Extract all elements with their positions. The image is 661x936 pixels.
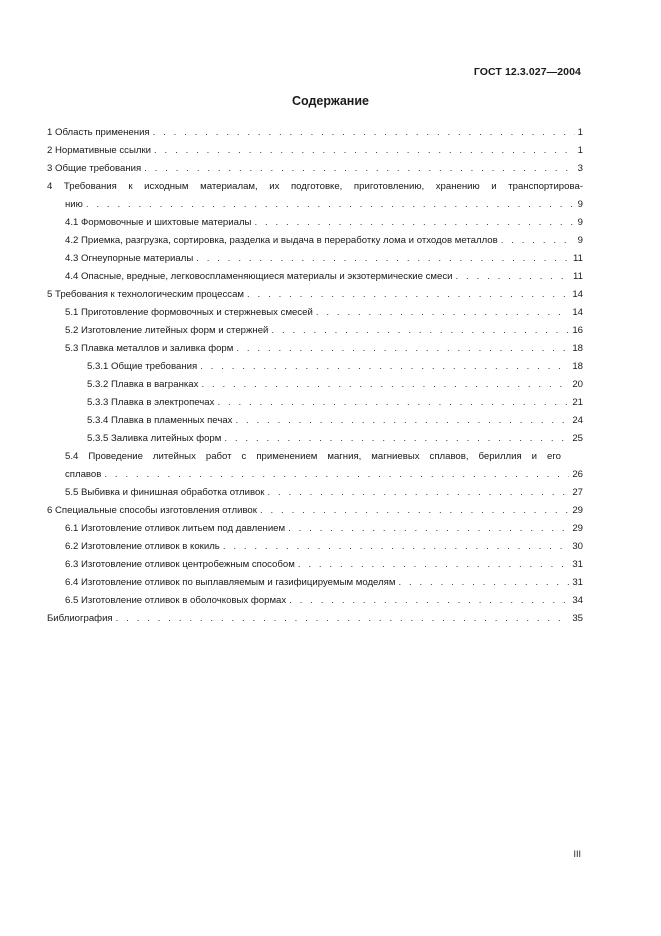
toc-entry-label: 5 Требования к технологическим процессам [47,286,247,304]
toc-entry-label: 1 Область применения [47,124,153,142]
toc-entry-label: 6.4 Изготовление отливок по выплавляемым и газифицируемым моделям [65,574,398,592]
toc-entry[interactable] [47,160,583,178]
toc-leader-dots [260,502,569,520]
toc-leader-dots [254,214,574,232]
table-of-contents [47,124,583,628]
toc-entry[interactable] [47,304,583,322]
toc-leader-dots [144,160,574,178]
toc-leader-dots [235,412,569,430]
toc-leader-dots [289,592,569,610]
toc-entry[interactable] [47,124,583,142]
toc-entry-page: 29 [572,523,583,534]
toc-entry-page: 18 [572,361,583,372]
toc-entry-page: 14 [572,289,583,300]
toc-title: Содержание [291,94,369,108]
toc-entry-page: 11 [573,271,583,282]
toc-entry[interactable] [47,574,583,592]
toc-entry-page: 31 [572,559,583,570]
toc-leader-dots [116,610,570,628]
toc-entry[interactable] [47,268,583,286]
toc-entry-label: 6 Специальные способы изготовления отливок [47,502,260,520]
toc-leader-dots [398,574,569,592]
toc-leader-dots [288,520,569,538]
toc-entry-label: 4.2 Приемка, разгрузка, сортировка, разделка и выдача в переработку лома и отходов металлов [65,232,501,250]
toc-entry-page: 35 [572,613,583,624]
toc-entry-label: 6.1 Изготовление отливок литьем под давлением [65,520,288,538]
toc-leader-dots [316,304,569,322]
toc-entry[interactable] [47,448,583,484]
toc-leader-dots [298,556,570,574]
toc-entry-page: 14 [572,307,583,318]
toc-leader-dots [217,394,569,412]
toc-entry[interactable] [47,340,583,358]
toc-entry[interactable] [47,430,583,448]
toc-entry-page: 11 [573,253,583,264]
toc-leader-dots [271,322,569,340]
toc-entry[interactable] [47,538,583,556]
toc-entry-label: 6.3 Изготовление отливок центробежным способом [65,556,298,574]
toc-entry-label: 5.3.2 Плавка в вагранках [87,376,201,394]
toc-entry[interactable] [47,178,583,214]
toc-leader-dots [501,232,575,250]
toc-entry[interactable] [47,232,583,250]
toc-entry[interactable] [47,484,583,502]
toc-entry[interactable] [47,412,583,430]
toc-entry[interactable] [47,610,583,628]
toc-entry[interactable] [47,592,583,610]
toc-entry-page: 1 [577,127,583,138]
toc-entry-label: 6.5 Изготовление отливок в оболочковых формах [65,592,289,610]
page-number: III [573,849,581,859]
toc-entry-page: 25 [572,433,583,444]
toc-entry-label: 6.2 Изготовление отливок в кокиль [65,538,223,556]
toc-entry-page: 24 [572,415,583,426]
toc-entry[interactable] [47,394,583,412]
toc-entry-page: 9 [577,199,583,210]
toc-entry[interactable] [47,502,583,520]
toc-entry-label: 4.3 Огнеупорные материалы [65,250,196,268]
toc-entry-page: 16 [572,325,583,336]
toc-entry-page: 9 [577,217,583,228]
toc-entry-page: 29 [572,505,583,516]
toc-entry[interactable] [47,322,583,340]
toc-leader-dots [456,268,571,286]
toc-leader-dots [196,250,570,268]
toc-entry-page: 27 [572,487,583,498]
document-code: ГОСТ 12.3.027—2004 [473,66,581,78]
toc-entry-page: 1 [577,145,583,156]
toc-entry-label: 5.3.4 Плавка в пламенных печах [87,412,235,430]
toc-entry-label: 5.4 Проведение литейных работ с применением магния, магниевых сплавов, бериллия и его [65,451,561,462]
toc-entry-label: 5.1 Приготовление формовочных и стержневых смесей [65,304,316,322]
toc-entry[interactable] [47,358,583,376]
toc-entry-page: 9 [577,235,583,246]
toc-entry-page: 31 [572,577,583,588]
toc-leader-dots [223,538,570,556]
toc-entry[interactable] [47,142,583,160]
toc-leader-dots [247,286,569,304]
toc-entry-page: 20 [572,379,583,390]
toc-leader-dots [86,196,575,214]
toc-entry[interactable] [47,376,583,394]
toc-entry-page: 26 [572,469,583,480]
toc-leader-dots [154,142,575,160]
toc-leader-dots [268,484,570,502]
toc-entry-label-continued: нию [65,196,86,214]
toc-entry[interactable] [47,520,583,538]
toc-entry[interactable] [47,286,583,304]
toc-entry-label: 5.5 Выбивка и финишная обработка отливок [65,484,268,502]
toc-entry-label: 4.4 Опасные, вредные, легковоспламеняющиеся материалы и экзотермические смеси [65,268,456,286]
toc-leader-dots [236,340,569,358]
toc-entry-label: 5.3.5 Заливка литейных форм [87,430,224,448]
toc-leader-dots [153,124,575,142]
toc-entry[interactable] [47,250,583,268]
toc-entry-label-continued: сплавов [65,466,104,484]
toc-entry-page: 3 [577,163,583,174]
toc-entry-label: 5.2 Изготовление литейных форм и стержней [65,322,271,340]
toc-leader-dots [104,466,569,484]
toc-leader-dots [201,376,569,394]
toc-entry-label: 4 Требования к исходным материалам, их подготовке, приготовлению, хранению и транспортирова- [47,181,583,192]
toc-entry-continuation [47,466,583,484]
toc-entry-continuation [47,196,583,214]
toc-entry-label: 5.3.3 Плавка в электропечах [87,394,217,412]
toc-entry-label: 5.3.1 Общие требования [87,358,200,376]
toc-entry[interactable] [47,214,583,232]
toc-entry-page: 18 [572,343,583,354]
toc-entry-page: 34 [572,595,583,606]
toc-leader-dots [224,430,569,448]
toc-entry-label: 5.3 Плавка металлов и заливка форм [65,340,236,358]
toc-leader-dots [200,358,569,376]
toc-entry-label: Библиография [47,610,116,628]
toc-entry-label: 2 Нормативные ссылки [47,142,154,160]
toc-entry-page: 30 [572,541,583,552]
toc-entry[interactable] [47,556,583,574]
toc-entry-page: 21 [572,397,583,408]
toc-entry-label: 3 Общие требования [47,160,144,178]
toc-entry-label: 4.1 Формовочные и шихтовые материалы [65,214,254,232]
